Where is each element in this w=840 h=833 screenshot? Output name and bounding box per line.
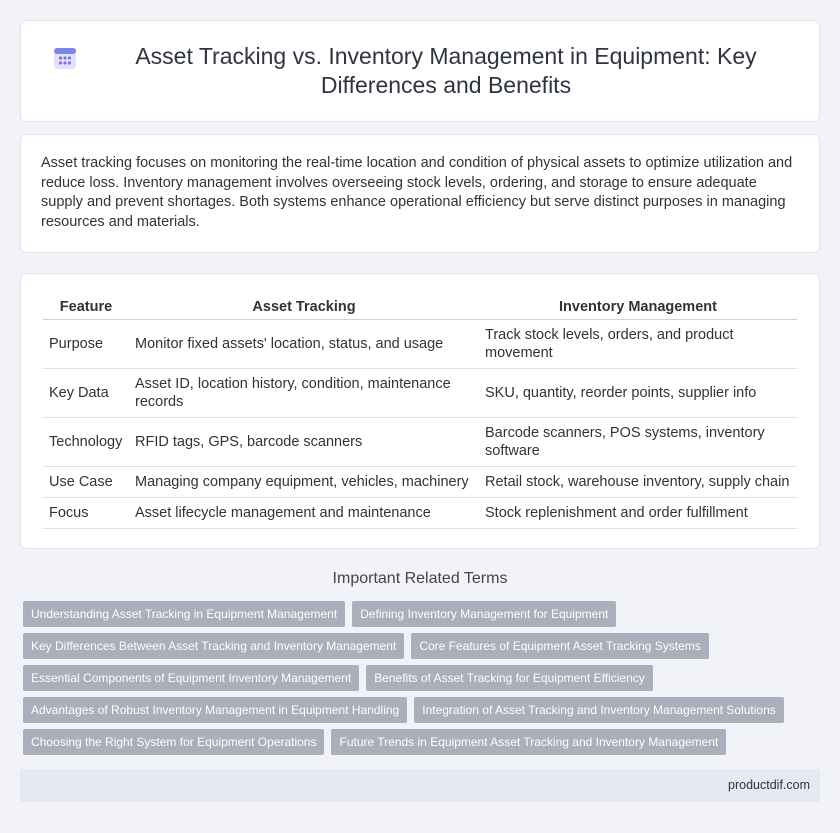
header-card <box>20 20 820 122</box>
row-feature: Focus <box>43 498 129 529</box>
header-asset-tracking: Asset Tracking <box>129 294 479 320</box>
row-inventory-management: Barcode scanners, POS systems, inventory software <box>479 418 797 467</box>
row-asset-tracking: Managing company equipment, vehicles, machinery <box>129 467 479 498</box>
row-feature: Key Data <box>43 369 129 418</box>
row-asset-tracking: Asset ID, location history, condition, maintenance records <box>129 369 479 418</box>
comparison-table <box>43 294 797 529</box>
table-row <box>43 498 797 529</box>
row-feature: Use Case <box>43 467 129 498</box>
related-term-tag[interactable]: Defining Inventory Management for Equipment <box>352 601 616 627</box>
related-term-tag[interactable]: Core Features of Equipment Asset Tracking Systems <box>411 633 708 659</box>
related-term-tag[interactable]: Integration of Asset Tracking and Inventory Management Solutions <box>414 697 784 723</box>
related-terms-title: Important Related Terms <box>332 570 508 587</box>
intro-card <box>20 134 820 253</box>
header-inventory-management: Inventory Management <box>479 294 797 320</box>
related-term-tag[interactable]: Key Differences Between Asset Tracking and Inventory Management <box>23 633 404 659</box>
row-asset-tracking: RFID tags, GPS, barcode scanners <box>129 418 479 467</box>
table-row <box>43 369 797 418</box>
row-inventory-management: Retail stock, warehouse inventory, supply chain <box>479 467 797 498</box>
row-asset-tracking: Asset lifecycle management and maintenance <box>129 498 479 529</box>
row-feature: Purpose <box>43 320 129 369</box>
related-terms-tags <box>23 601 823 761</box>
related-term-tag[interactable]: Advantages of Robust Inventory Management in Equipment Handling <box>23 697 407 723</box>
calendar-icon <box>51 44 79 72</box>
footer-site-link[interactable]: productdif.com <box>728 778 810 792</box>
table-row <box>43 467 797 498</box>
table-header-row <box>43 294 797 320</box>
related-term-tag[interactable]: Future Trends in Equipment Asset Tracking and Inventory Management <box>331 729 726 755</box>
row-inventory-management: SKU, quantity, reorder points, supplier info <box>479 369 797 418</box>
header-feature: Feature <box>43 294 129 320</box>
intro-text: Asset tracking focuses on monitoring the real-time location and condition of physical assets to optimize utilization and reduce loss. Inventory management involves overseeing stock levels, ordering, and storage to ensure adequate supply and prevent shortages. Both systems enhance operational efficiency but serve distinct purposes in managing resources and materials. <box>41 155 793 230</box>
row-asset-tracking: Monitor fixed assets' location, status, and usage <box>129 320 479 369</box>
related-term-tag[interactable]: Choosing the Right System for Equipment Operations <box>23 729 324 755</box>
page-title: Asset Tracking vs. Inventory Management in Equipment: Key Differences and Benefits <box>135 43 757 98</box>
comparison-card <box>20 273 820 549</box>
row-feature: Technology <box>43 418 129 467</box>
related-term-tag[interactable]: Essential Components of Equipment Inventory Management <box>23 665 359 691</box>
footer <box>20 769 820 802</box>
row-inventory-management: Track stock levels, orders, and product movement <box>479 320 797 369</box>
table-row <box>43 320 797 369</box>
row-inventory-management: Stock replenishment and order fulfillment <box>479 498 797 529</box>
table-row <box>43 418 797 467</box>
related-term-tag[interactable]: Understanding Asset Tracking in Equipment Management <box>23 601 345 627</box>
related-term-tag[interactable]: Benefits of Asset Tracking for Equipment Efficiency <box>366 665 653 691</box>
